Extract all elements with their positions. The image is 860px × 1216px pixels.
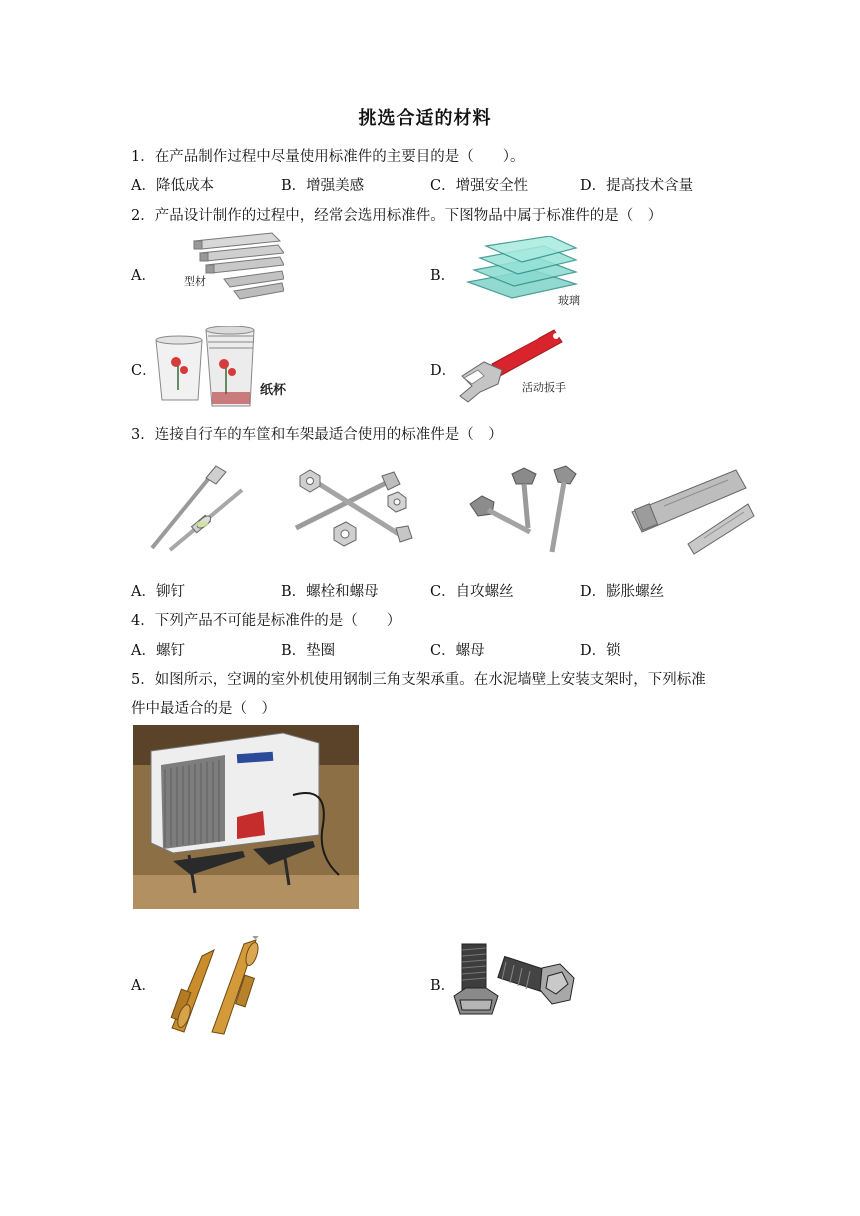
q1-option-d: D．提高技术含量 xyxy=(580,178,694,194)
q3-option-b: B．螺栓和螺母 xyxy=(281,584,379,600)
q5-label-a: A． xyxy=(131,978,156,994)
q1-option-a: A．降低成本 xyxy=(131,178,214,194)
q2-label-b: B． xyxy=(430,268,456,284)
page-title: 挑选合适的材料 xyxy=(358,108,492,129)
q4-option-c: C．螺母 xyxy=(430,643,485,659)
hex-bolts-image xyxy=(452,938,576,1024)
q2-caption-d: 活动扳手 xyxy=(522,381,566,394)
q4-option-d: D．锁 xyxy=(580,643,621,659)
q2-label-c: C． xyxy=(131,363,157,379)
expansion-bolts-image xyxy=(624,462,758,556)
expansion-anchor-bolts-image xyxy=(162,936,274,1040)
q2-caption-a: 型材 xyxy=(184,275,206,288)
q3-option-c: C．自攻螺丝 xyxy=(430,584,514,600)
q1-option-b: B．增强美感 xyxy=(281,178,365,194)
bolts-and-nuts-image xyxy=(292,462,414,554)
q2-label-a: A． xyxy=(131,268,156,284)
q4-option-b: B．垫圈 xyxy=(281,643,336,659)
q3-option-d: D．膨胀螺丝 xyxy=(580,584,665,600)
question-1-stem: 1．在产品制作过程中尽量使用标准件的主要目的是（ ）。 xyxy=(131,149,525,165)
q1-option-c: C．增强安全性 xyxy=(430,178,529,194)
paper-cups-image xyxy=(154,326,258,410)
question-5-stem-line-2: 件中最适合的是（ ） xyxy=(131,701,276,717)
q2-caption-b: 玻璃 xyxy=(558,294,580,307)
question-4-stem: 4．下列产品不可能是标准件的是（ ） xyxy=(131,613,402,629)
q3-option-a: A．铆钉 xyxy=(131,584,185,600)
question-3-stem: 3．连接自行车的车筐和车架最适合使用的标准件是（ ） xyxy=(131,427,503,443)
rivets-image xyxy=(144,460,254,554)
ac-outdoor-unit-photo xyxy=(133,725,359,909)
question-2-stem: 2．产品设计制作的过程中，经常会选用标准件。下图物品中属于标准件的是（ ） xyxy=(131,208,663,224)
q5-label-b: B． xyxy=(430,978,456,994)
q4-option-a: A．螺钉 xyxy=(131,643,185,659)
q2-label-d: D． xyxy=(430,363,457,379)
aluminum-profile-image xyxy=(180,231,284,307)
self-tapping-screws-image xyxy=(466,464,584,556)
q2-caption-c: 纸杯 xyxy=(260,383,287,398)
question-5-stem-line-1: 5．如图所示，空调的室外机使用钢制三角支架承重。在水泥墙壁上安装支架时，下列标准 xyxy=(131,672,706,688)
